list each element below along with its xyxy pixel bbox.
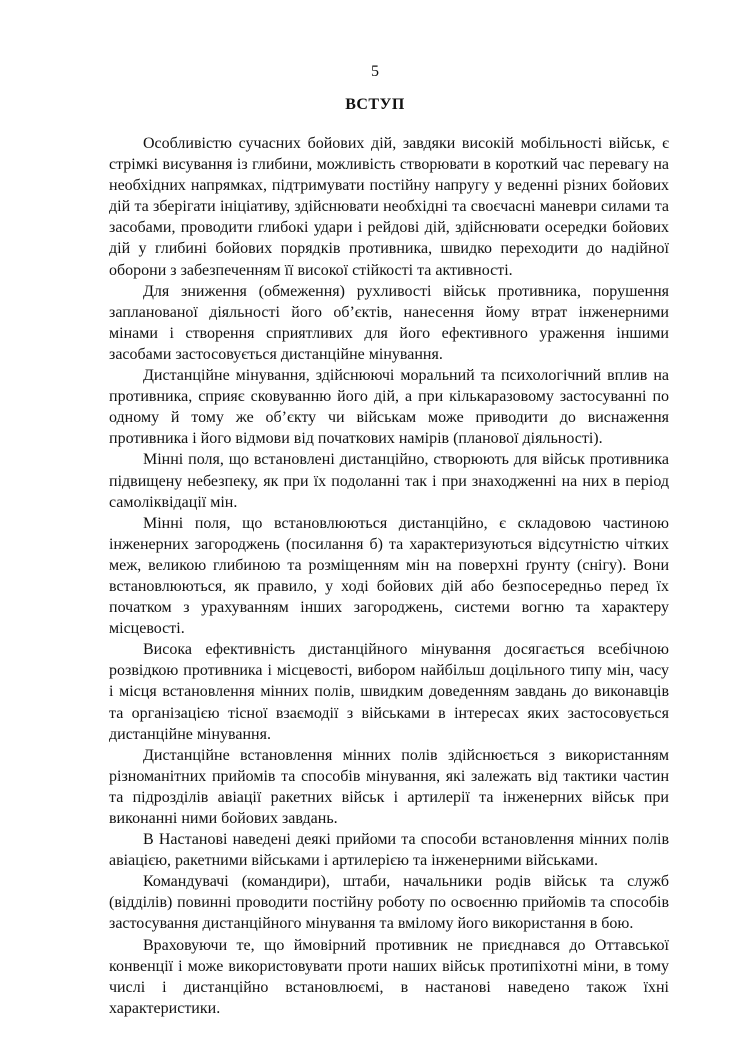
paragraph: В Настанові наведені деякі прийоми та способи встановлення мінних полів авіацією, ракетними військами і артилерією та інженерними військами. — [109, 831, 669, 870]
paragraph: Для зниження (обмеження) рухливості військ противника, порушення запланованої діяльності його об’єктів, нанесення йому втрат інженерними мінами і створення сприятливих для його ефективного ураження іншими засобами застосовується дистанційне мінування. — [109, 282, 669, 363]
paragraph: Мінні поля, що встановлені дистанційно, створюють для військ противника підвищену небезпеку, як при їх подоланні так і при знаходженні на них в період самоліквідації мін. — [109, 451, 669, 511]
section-title: ВСТУП — [345, 96, 405, 113]
page-number: 5 — [371, 63, 379, 80]
paragraph: Висока ефективність дистанційного мінування досягається всебічною розвідкою противника і місцевості, вибором найбільш доцільного типу мін, часу і місця встановлення мінних полів, швидким доведенням завдань до виконавців та організацією тісної взаємодії з військами в інтересах яких застосовується дистанційне мінування. — [109, 641, 669, 743]
paragraph: Мінні поля, що встановлюються дистанційно, є складовою частиною інженерних загороджень (посилання б) та характеризуються відсутністю чітких меж, великою глибиною та розміщенням мін на поверхні ґрунту (снігу). Вони встановлюються, як правило, у ході бойових дій або безпосередньо перед їх початком з урахуванням інших загороджень, системи вогню та характеру місцевості. — [109, 514, 669, 638]
paragraph: Дистанційне мінування, здійснюючі моральний та психологічний вплив на противника, сприяє сковуванню його дій, а при кількаразовому застосуванні по одному й тому же об’єкту чи військам може приводити до виснаження противника і його відмови від початкових намірів (планової діяльності). — [109, 367, 669, 448]
paragraph: Командувачі (командири), штаби, начальники родів військ та служб (відділів) повинні проводити постійну роботу по освоєнню прийомів та способів застосування дистанційного мінування та вмілому його використання в бою. — [109, 873, 669, 933]
paragraph: Особливістю сучасних бойових дій, завдяки високій мобільності військ, є стрімкі висування із глибини, можливість створювати в короткий час перевагу на необхідних напрямках, підтримувати постійну напругу у веденні різних бойових дій та зберігати ініціативу, здійснювати необхідні та своєчасні маневри силами та засобами, проводити глибокі удари і рейдові дій, здійснювати осередки бойових дій у глибині бойових порядків противника, швидко переходити до надійної оборони з забезпеченням її високої стійкості та активності. — [109, 135, 669, 279]
body-text — [109, 133, 669, 1019]
paragraph: Дистанційне встановлення мінних полів здійснюється з використанням різноманітних прийомів та способів мінування, які залежать від тактики частин та підрозділів авіації ракетних військ і артилерії та інженерних військ при виконанні ними бойових завдань. — [109, 746, 669, 827]
paragraph: Враховуючи те, що ймовірний противник не приєднався до Оттавської конвенції і може використовувати проти наших військ протипіхотні міни, в тому числі і дистанційно встановлюємі, в настанові наведено також їхні характеристики. — [109, 936, 669, 1017]
